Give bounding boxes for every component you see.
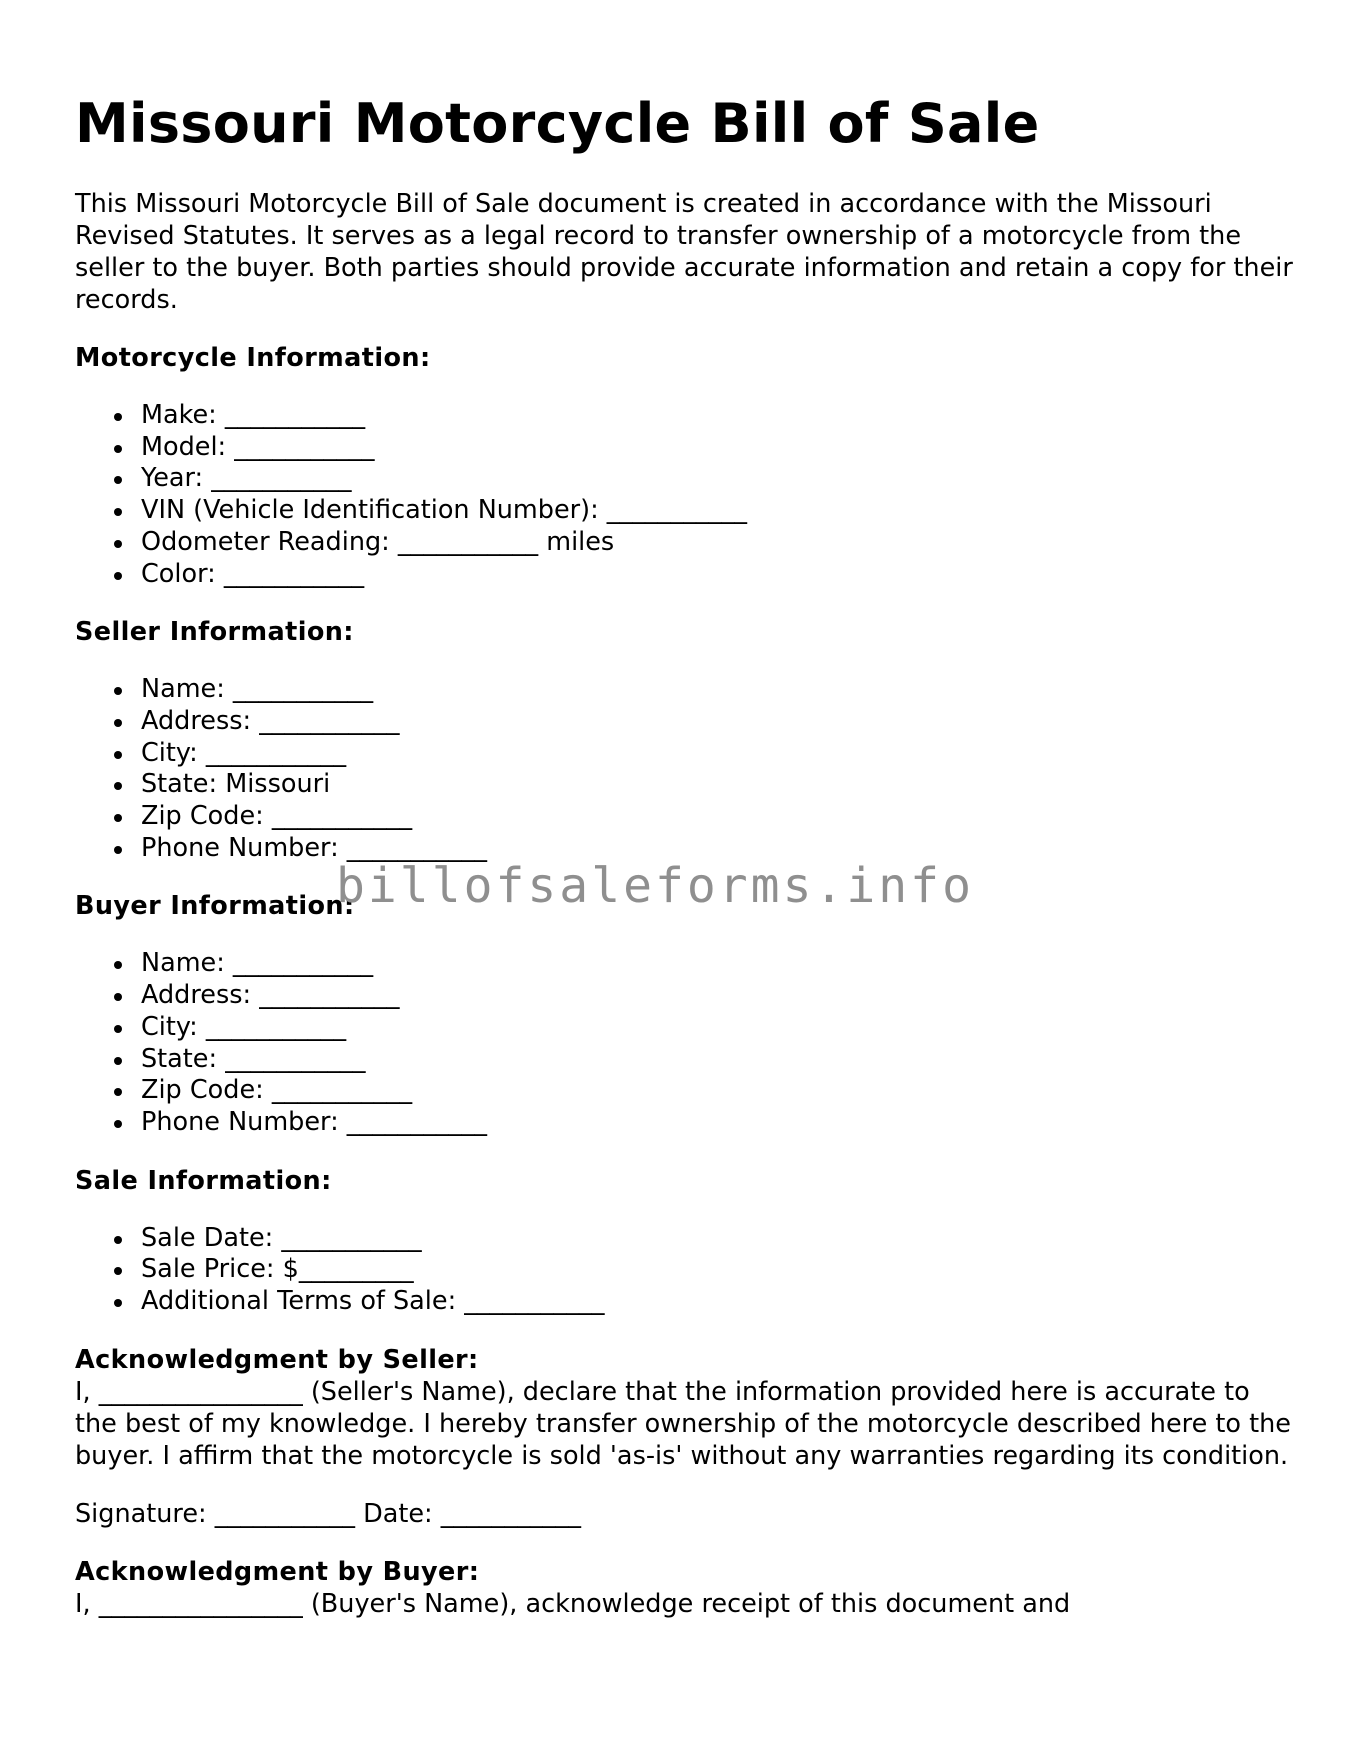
seller-info-heading: Seller Information: (75, 617, 354, 648)
motorcycle-year-item: Year: ___________ (141, 463, 1295, 495)
sale-info-heading: Sale Information: (75, 1165, 332, 1196)
seller-signature-line: Signature: ___________ Date: ___________ (75, 1498, 581, 1529)
watermark: billofsaleforms.info (336, 858, 974, 914)
motorcycle-vin-item: VIN (Vehicle Identification Number): ___________ (141, 495, 1295, 527)
seller-phone-item: Phone Number: ___________ (141, 833, 1295, 865)
intro-paragraph: This Missouri Motorcycle Bill of Sale document is created in accordance with the Missouri Revised Statutes. It serves as a legal record to transfer ownership of a motorcycle from the seller to the buyer. Both parties should provide accurate information and retain a copy for their records. (75, 189, 1293, 315)
seller-zip-item: Zip Code: ___________ (141, 801, 1295, 833)
sale-price-item: Sale Price: $_________ (141, 1254, 1295, 1286)
buyer-address-item: Address: ___________ (141, 980, 1295, 1012)
buyer-ack-text: I, ________________ (Buyer's Name), acknowledge receipt of this document and (75, 1588, 1071, 1619)
seller-ack-text: I, ________________ (Seller's Name), declare that the information provided here is accurate to the best of my knowledge. I hereby transfer ownership of the motorcycle described here to the buyer. I affirm that the motorcycle is sold 'as-is' without any warranties regarding its condition. (75, 1376, 1291, 1471)
page-title: Missouri Motorcycle Bill of Sale (75, 92, 1040, 155)
motorcycle-make-item: Make: ___________ (141, 400, 1295, 432)
buyer-phone-item: Phone Number: ___________ (141, 1107, 1295, 1139)
buyer-zip-item: Zip Code: ___________ (141, 1075, 1295, 1107)
seller-address-item: Address: ___________ (141, 706, 1295, 738)
seller-city-item: City: ___________ (141, 738, 1295, 770)
seller-state-item: State: Missouri (141, 769, 1295, 801)
motorcycle-info-heading: Motorcycle Information: (75, 343, 431, 373)
buyer-state-item: State: ___________ (141, 1044, 1295, 1076)
sale-terms-item: Additional Terms of Sale: ___________ (141, 1286, 1295, 1318)
buyer-name-item: Name: ___________ (141, 948, 1295, 980)
seller-name-item: Name: ___________ (141, 674, 1295, 706)
sale-info-list (75, 1223, 1295, 1318)
sale-date-item: Sale Date: ___________ (141, 1223, 1295, 1255)
seller-ack-heading: Acknowledgment by Seller: (75, 1344, 479, 1375)
buyer-info-heading: Buyer Information: (75, 891, 355, 922)
buyer-ack-heading: Acknowledgment by Buyer: (75, 1556, 480, 1587)
motorcycle-odometer-item: Odometer Reading: ___________ miles (141, 527, 1295, 559)
seller-info-list (75, 674, 1295, 864)
buyer-city-item: City: ___________ (141, 1012, 1295, 1044)
motorcycle-info-list (75, 400, 1295, 590)
document-page (75, 92, 1295, 1620)
motorcycle-color-item: Color: ___________ (141, 559, 1295, 591)
buyer-info-list (75, 948, 1295, 1138)
motorcycle-model-item: Model: ___________ (141, 432, 1295, 464)
